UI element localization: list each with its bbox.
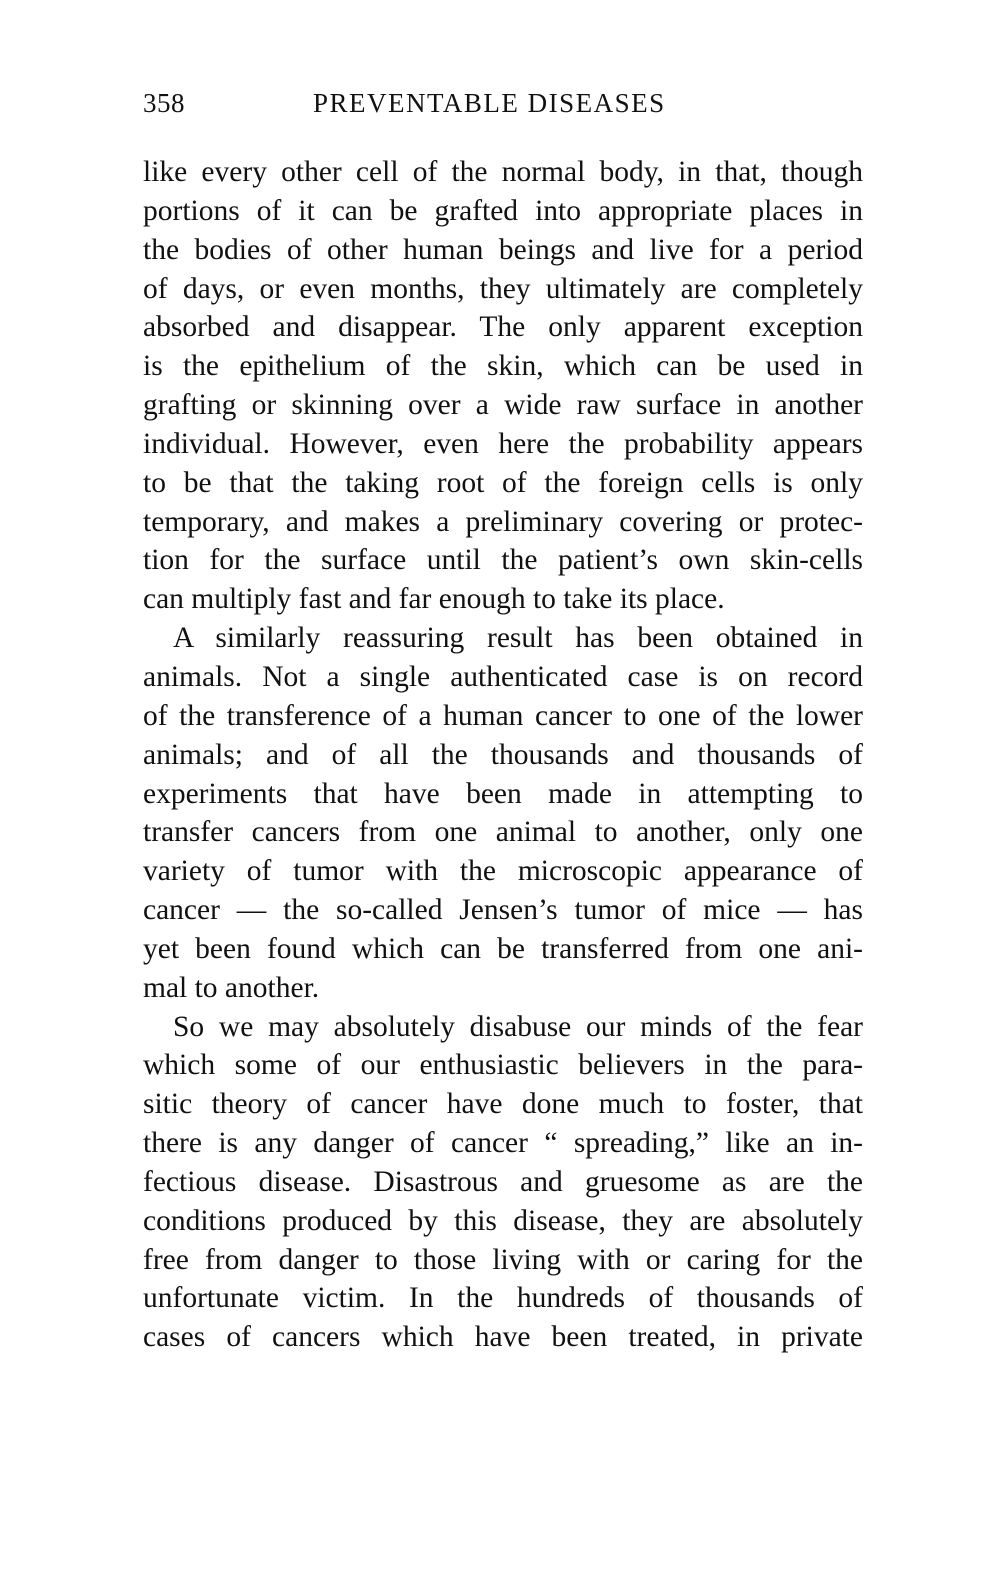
text-line: experiments that have been made in attempting to	[143, 777, 863, 810]
text-line: to be that the taking root of the foreign cells is only	[143, 466, 863, 499]
running-head: PREVENTABLE DISEASES	[313, 88, 666, 118]
page-number: 358	[143, 88, 185, 118]
text-line: transfer cancers from one animal to another, only one	[143, 816, 863, 849]
text-line: tion for the surface until the patient’s own skin-cells	[143, 544, 863, 577]
text-line: variety of tumor with the microscopic appearance of	[143, 855, 863, 888]
text-line: mal to another.	[143, 971, 320, 1004]
text-line: unfortunate victim. In the hundreds of thousands of	[143, 1282, 863, 1315]
text-line: portions of it can be grafted into appropriate places in	[143, 194, 863, 227]
text-line: animals. Not a single authenticated case is on record	[143, 660, 863, 693]
text-line: fectious disease. Disastrous and gruesome as are the	[143, 1165, 863, 1198]
text-line: is the epithelium of the skin, which can be used in	[143, 350, 863, 383]
page-header	[143, 88, 863, 128]
text-line: conditions produced by this disease, they are absolutely	[143, 1204, 863, 1237]
text-line: sitic theory of cancer have done much to foster, that	[143, 1088, 863, 1121]
text-line: of days, or even months, they ultimately are completely	[143, 272, 863, 305]
text-line: like every other cell of the normal body, in that, though	[143, 156, 863, 188]
text-line: cancer — the so-called Jensen’s tumor of mice — has	[143, 894, 863, 927]
text-line: can multiply fast and far enough to take its place.	[143, 583, 725, 616]
text-line: temporary, and makes a preliminary covering or protec-	[143, 505, 863, 538]
text-line: grafting or skinning over a wide raw surface in another	[143, 389, 863, 422]
text-line: individual. However, even here the probability appears	[143, 427, 863, 460]
paragraph-start-line: A similarly reassuring result has been obtained in	[173, 622, 863, 655]
text-line: which some of our enthusiastic believers in the para-	[143, 1049, 863, 1082]
text-line: cases of cancers which have been treated, in private	[143, 1321, 863, 1354]
text-line: the bodies of other human beings and live for a period	[143, 233, 863, 266]
body-text	[143, 153, 863, 1357]
paragraph-start-line: So we may absolutely disabuse our minds of the fear	[173, 1010, 863, 1043]
text-line: free from danger to those living with or caring for the	[143, 1243, 863, 1276]
text-line: yet been found which can be transferred from one ani-	[143, 932, 863, 965]
text-line: absorbed and disappear. The only apparent exception	[143, 311, 863, 344]
text-line: there is any danger of cancer “ spreading,” like an in-	[143, 1127, 863, 1160]
text-line: animals; and of all the thousands and thousands of	[143, 738, 863, 771]
text-line: of the transference of a human cancer to one of the lower	[143, 699, 863, 732]
